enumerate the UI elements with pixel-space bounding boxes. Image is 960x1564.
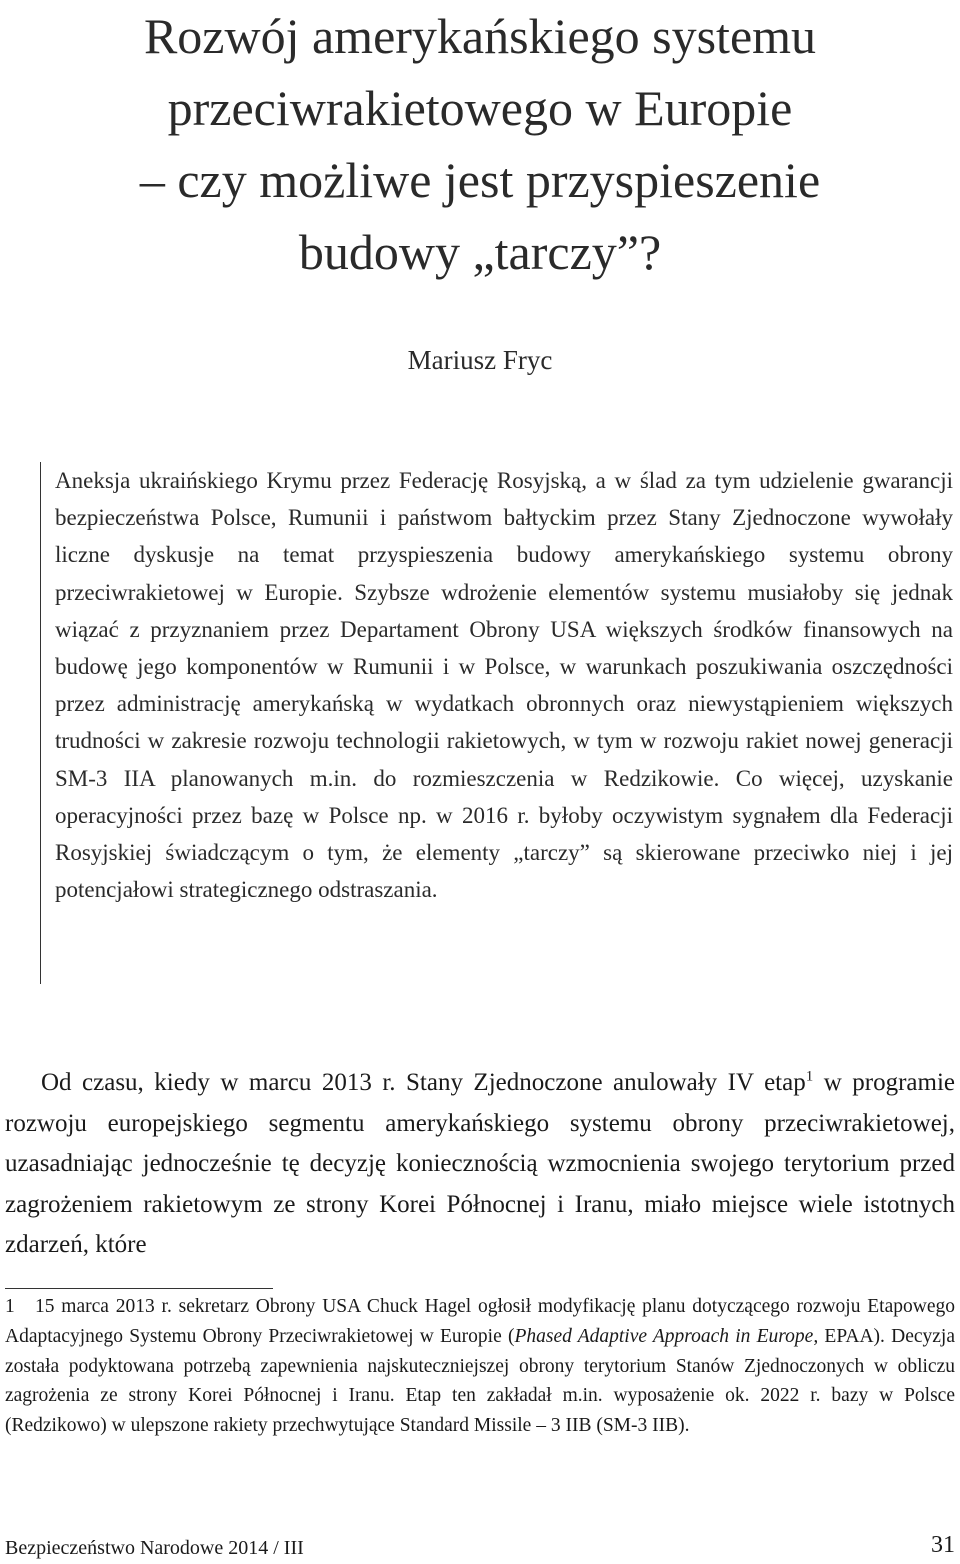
page-number: 31 xyxy=(931,1532,955,1558)
footnote-number: 1 xyxy=(5,1296,15,1317)
article-title xyxy=(40,0,920,288)
title-line-3: – czy możliwe jest przyspieszenie xyxy=(139,152,821,208)
footnote-text-start: 15 marca 2013 r. sekretarz Obrony USA Chuck Hagel ogłosił modyfikację planu dotyczącego rozwoju Etapowego Adaptacyjnego Systemu Obrony Przeciwrakietowej w Europie ( xyxy=(5,1296,955,1347)
title-line-2: przeciwrakietowego w Europie xyxy=(167,80,793,136)
body-text-start: Od czasu, kiedy w marcu 2013 r. Stany Zjednoczone anulowały IV etap xyxy=(41,1069,806,1096)
journal-name: Bezpieczeństwo Narodowe 2014 / III xyxy=(5,1537,304,1559)
footnote-text-end: EPAA). Decyzja została podyktowana potrzebą zapewnienia najskuteczniejszej obrony terytorium Stanów Zjednoczonych w obliczu zagrożenia ze strony Korei Północnej i Iranu. Etap ten zakładał m.in. wyposażenie ok. 2022 r. bazy w Polsce (Redzikowo) w ulepszone rakiety przechwytujące Standard Missile – 3 IIB (SM-3 IIB). xyxy=(5,1325,955,1437)
footnote-reference[interactable]: 1 xyxy=(805,1068,814,1085)
title-line-1: Rozwój amerykańskiego systemu xyxy=(143,8,817,64)
title-line-4: budowy „tarczy”? xyxy=(298,224,662,280)
footnote-italic-term: Phased Adaptive Approach in Europe, xyxy=(514,1325,819,1347)
author-name: Mariusz Fryc xyxy=(407,345,553,375)
abstract-left-rule xyxy=(40,462,41,984)
footnote-separator xyxy=(5,1288,273,1289)
body-paragraph xyxy=(5,1063,955,1266)
body-text-continued: w programie rozwoju europejskiego segmentu amerykańskiego systemu obrony przeciwrakietowej, uzasadniając jednocześnie tę decyzję koniecznością wzmocnienia swojego terytorium przed zagrożeniem rakietowym ze strony Korei Północnej i Iranu, miało miejsce wiele istotnych zdarzeń, które xyxy=(5,1069,955,1258)
abstract-text: Aneksja ukraińskiego Krymu przez Federację Rosyjską, a w ślad za tym udzielenie gwarancji bezpieczeństwa Polsce, Rumunii i państwom bałtyckim przez Stany Zjednoczone wywołały liczne dyskusje na temat przyspieszenia budowy amerykańskiego systemu obrony przeciwrakietowej w Europie. Szybsze wdrożenie elementów systemu musiałoby się jednak wiązać z przyznaniem przez Departament Obrony USA większych środków finansowych na budowę jego komponentów w Rumunii i w Polsce, w warunkach poszukiwania oszczędności przez administrację amerykańską w wydatkach obronnych oraz niewystąpieniem większych trudności w zakresie rozwoju technologii rakietowych, w tym w rozwoju rakiet nowej generacji SM-3 IIA planowanych m.in. do rozmieszczenia w Redzikowie. Co więcej, uzyskanie operacyjności przez bazę w Polsce np. w 2016 r. byłoby oczywistym sygnałem dla Federacji Rosyjskiej świadczącym o tym, że elementy „tarczy” są skierowane przeciwko niej i jej potencjałowi strategicznego odstraszania. xyxy=(55,468,953,903)
footnote xyxy=(5,1292,955,1441)
abstract-block xyxy=(40,462,955,987)
